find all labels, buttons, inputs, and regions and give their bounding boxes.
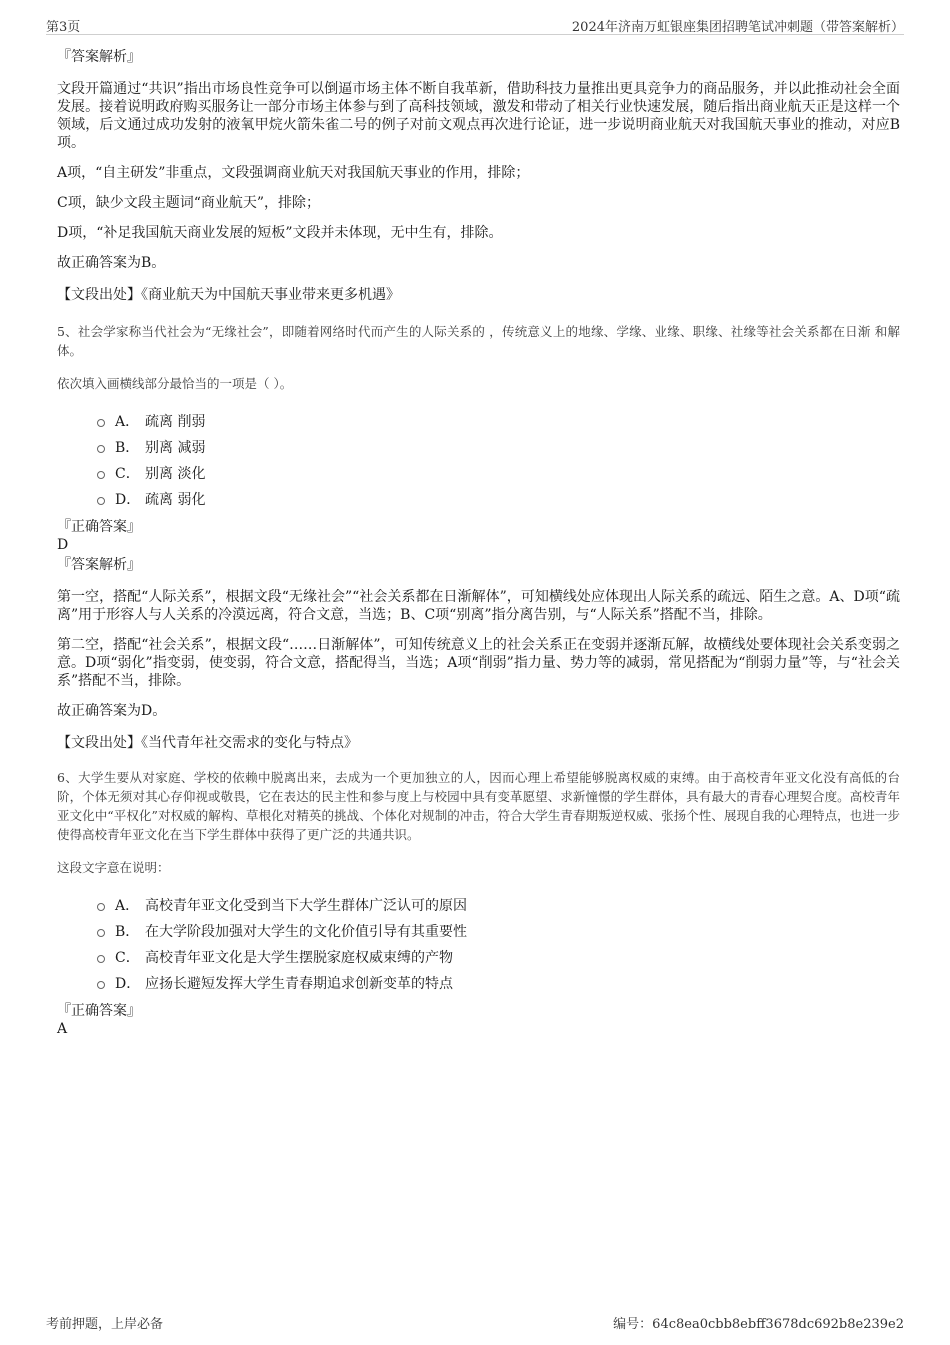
option-letter: C． — [115, 950, 140, 966]
option-text: 高校青年亚文化受到当下大学生群体广泛认可的原因 — [145, 898, 467, 914]
radio-icon[interactable] — [97, 903, 105, 911]
option-b[interactable] — [97, 434, 900, 460]
radio-icon[interactable] — [97, 445, 105, 453]
radio-icon[interactable] — [97, 471, 105, 479]
correct-answer-label: 『正确答案』 — [57, 519, 141, 535]
option-b[interactable] — [97, 918, 900, 944]
question-4-analysis — [57, 48, 900, 304]
page-number: 第3页 — [46, 20, 81, 35]
question-stem: 6、大学生要从对家庭、学校的依赖中脱离出来，去成为一个更加独立的人，因而心理上希望能够脱离权威的束缚。由于高校青年亚文化没有高低的台阶，个体无须对其心存仰视或敬畏，它在表达的民主性和参与度上与校园中具有变革愿望、求新憧憬的学生群体，具有最大的青春心理契合度。高校青年亚文化中“平权化”对权威的解构、草根化对精英的挑战、个体化对规制的冲击，符合大学生青春期叛逆权威、张扬个性、展现自我的心理特点，也进一步使得高校青年亚文化在当下学生群体中获得了更广泛的共通共识。 — [57, 770, 900, 842]
radio-icon[interactable] — [97, 497, 105, 505]
correct-answer-label: 『正确答案』 — [57, 1003, 141, 1019]
option-letter: B． — [115, 440, 140, 456]
option-text: 高校青年亚文化是大学生摆脱家庭权威束缚的产物 — [145, 950, 453, 966]
question-5 — [57, 322, 900, 752]
option-text: 在大学阶段加强对大学生的文化价值引导有其重要性 — [145, 924, 467, 940]
correct-answer: D — [57, 537, 69, 553]
analysis-label: 『答案解析』 — [57, 49, 141, 65]
option-letter: B． — [115, 924, 140, 940]
option-letter: A． — [115, 414, 140, 430]
footer-slogan: 考前押题，上岸必备 — [46, 1317, 164, 1332]
page-header — [46, 14, 904, 35]
analysis-conclusion: 故正确答案为B。 — [57, 255, 166, 271]
option-text: 应扬长避短发挥大学生青春期追求创新变革的特点 — [145, 976, 453, 992]
option-d[interactable] — [97, 486, 900, 512]
page-content — [57, 48, 900, 1040]
text-source: 【文段出处】《商业航天为中国航天事业带来更多机遇》 — [57, 287, 400, 303]
option-c[interactable] — [97, 460, 900, 486]
analysis-paragraph: 第一空，搭配“人际关系”，根据文段“无缘社会”“社会关系都在日渐解体”，可知横线处应体现出人际关系的疏远、陌生之意。A、D项“疏离”用于形容人与人关系的冷漠远离，符合文意，当选；B、C项“别离”指分离告别，与“人际关系”搭配不当，排除。 — [57, 589, 900, 623]
option-list — [97, 892, 900, 996]
question-stem: 5、社会学家称当代社会为“无缘社会”，即随着网络时代而产生的人际关系的 ，传统意义上的地缘、学缘、业缘、职缘、社缘等社会关系都在日渐 和解体。 — [57, 324, 900, 358]
question-6 — [57, 768, 900, 1038]
option-letter: D． — [115, 976, 141, 992]
analysis-paragraph: D项，“补足我国航天商业发展的短板”文段并未体现，无中生有，排除。 — [57, 225, 503, 241]
analysis-paragraph: A项，“自主研发”非重点，文段强调商业航天对我国航天事业的作用，排除； — [57, 165, 530, 181]
analysis-paragraph: C项，缺少文段主题词“商业航天”，排除； — [57, 195, 321, 211]
option-letter: C． — [115, 466, 140, 482]
question-instruction: 这段文字意在说明： — [57, 860, 170, 875]
question-instruction: 依次填入画横线部分最恰当的一项是（ ）。 — [57, 376, 293, 391]
option-a[interactable] — [97, 892, 900, 918]
option-text: 别离 减弱 — [145, 440, 206, 456]
option-c[interactable] — [97, 944, 900, 970]
document-title: 2024年济南万虹银座集团招聘笔试冲刺题（带答案解析） — [571, 20, 904, 35]
radio-icon[interactable] — [97, 419, 105, 427]
option-text: 别离 淡化 — [145, 466, 206, 482]
analysis-label: 『答案解析』 — [57, 557, 141, 573]
option-letter: A． — [115, 898, 140, 914]
option-list — [97, 408, 900, 512]
option-text: 疏离 削弱 — [145, 414, 206, 430]
radio-icon[interactable] — [97, 981, 105, 989]
text-source: 【文段出处】《当代青年社交需求的变化与特点》 — [57, 735, 358, 751]
option-a[interactable] — [97, 408, 900, 434]
option-letter: D． — [115, 492, 141, 508]
analysis-paragraph: 文段开篇通过“共识”指出市场良性竞争可以倒逼市场主体不断自我革新，借助科技力量推出更具竞争力的商品服务，并以此推动社会全面发展。接着说明政府购买服务让一部分市场主体参与到了高科技领域，激发和带动了相关行业快速发展，随后指出商业航天正是这样一个领域，后文通过成功发射的液氧甲烷火箭朱雀二号的例子对前文观点再次进行论证，进一步说明商业航天对我国航天事业的推动，对应B项。 — [57, 81, 900, 151]
option-text: 疏离 弱化 — [145, 492, 206, 508]
option-d[interactable] — [97, 970, 900, 996]
radio-icon[interactable] — [97, 929, 105, 937]
analysis-paragraph: 第二空，搭配“社会关系”，根据文段“……日渐解体”，可知传统意义上的社会关系正在变弱并逐渐瓦解，故横线处要体现社会关系变弱之意。D项“弱化”指变弱，使变弱，符合文意，搭配得当，当选；A项“削弱”指力量、势力等的减弱，常见搭配为“削弱力量”等，与“社会关系”搭配不当，排除。 — [57, 637, 900, 689]
correct-answer: A — [57, 1021, 68, 1037]
analysis-conclusion: 故正确答案为D。 — [57, 703, 167, 719]
radio-icon[interactable] — [97, 955, 105, 963]
document-code: 编号：64c8ea0cbb8ebff3678dc692b8e239e2 — [613, 1317, 904, 1332]
